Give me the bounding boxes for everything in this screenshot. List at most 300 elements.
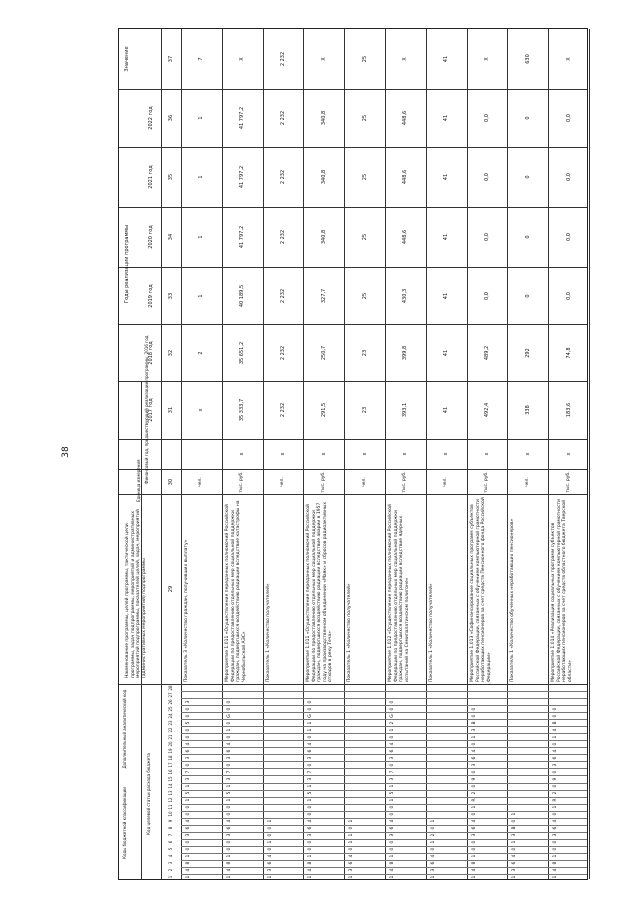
row-code-digit: 1 [308,854,314,858]
row-code-digit: 6 [267,861,273,865]
row-year-value: 35 333,7 [239,398,246,422]
row-code-digit: 0 [553,847,559,851]
row-code-digit: 0 [186,728,191,732]
grid-line-code [181,846,587,847]
row-code-digit: 6 [430,861,436,865]
row-year-value: 41 797,2 [239,106,246,130]
row-code-digit: 1 [553,735,559,739]
row-code-digit: R [471,798,477,802]
row-code-digit: 4 [186,742,191,746]
row-code-digit: 6 [471,756,477,760]
grid-line-code [181,811,587,812]
column-number: 35 [168,173,174,181]
row-code-digit: 8 [308,861,314,865]
row-code-digit: 1 [349,833,355,837]
row-code-digit: 6 [308,826,314,830]
row-code-digit: 6 [471,826,477,830]
row-code-digit: 0 [512,819,518,823]
grid-line-code [181,691,587,692]
row-code-digit: 4 [308,869,314,872]
row-code-digit: 4 [471,869,477,872]
row-total-value: X [565,57,572,61]
row-code-digit: 0 [553,770,559,774]
row-code-digit: 1 [430,819,436,823]
row-year-value: 41 [443,114,450,122]
row-code-digit: 4 [226,742,232,746]
row-code-digit: 4 [471,749,477,753]
row-code-digit: 1 [186,854,191,858]
grid-line-v [507,29,508,879]
row-code-digit: 3 [267,869,273,872]
row-code-digit: 0 [430,826,436,830]
grid-line-v [161,29,162,879]
row-year-value: 41 [443,406,450,414]
row-total-value: 41 [443,55,450,63]
row-code-digit: 4 [553,728,559,732]
row-code-digit: 6 [390,749,395,753]
row-year-value: 448,6 [402,169,409,185]
code-number: 11 [168,804,173,810]
row-code-digit: 4 [308,819,314,823]
row-code-digit: 0 [226,840,232,844]
row-code-digit: 1 [512,812,518,816]
row-year-value: 448,6 [402,110,409,126]
row-code-digit: 1 [226,854,232,858]
row-code-digit: 0 [308,700,314,704]
row-year-value: 2 232 [280,110,286,126]
row-fin-year: x [484,452,490,456]
row-unit: тыс. руб. [565,470,571,493]
row-code-digit: 0 [390,763,395,767]
row-total-value: X [239,57,246,61]
row-code-digit: 1 [267,819,273,823]
row-year-value: 41 797,2 [239,225,246,249]
row-code-digit: 0 [390,735,395,739]
row-code-digit: 4 [186,869,191,872]
row-year-value: 0 [524,293,531,298]
row-year-value: 41 797,2 [239,165,246,189]
row-year-value: 23 [361,349,368,356]
row-year-value: 393,1 [402,402,409,418]
row-fin-year: x [524,452,531,456]
grid-line-h [119,267,587,268]
row-year-value: 41 [443,233,450,241]
row-code-digit: 4 [553,749,559,753]
grid-line-code [181,804,587,805]
row-code-digit: 0 [471,707,477,711]
row-year-value: x [198,408,205,412]
row-code-digit: 3 [186,833,191,837]
row-year-value: 1 [198,235,205,239]
grid-line-v [467,29,468,879]
header-unit: Единица измерения [136,459,141,502]
row-description: Показатель 3 «Количество граждан, получивших выплату» [184,539,189,682]
row-year-value: 41 [443,292,450,299]
row-code-digit: 3 [308,777,314,781]
row-code-digit: 3 [186,700,191,704]
row-code-digit: 3 [186,777,191,781]
row-code-digit: 0 [553,714,559,718]
row-year-value: 40 189,5 [239,284,246,307]
row-code-digit: 5 [390,791,395,795]
row-code-digit: 8 [471,861,477,865]
row-year-value: 25 [361,114,368,122]
row-code-digit: 5 [226,791,232,795]
row-code-digit: 0 [553,840,559,844]
row-fin-year: x [280,452,286,456]
row-code-digit: 4 [553,869,559,872]
row-fin-year: x [320,452,327,456]
row-code-digit: 0 [226,700,232,704]
row-fin-year: x [565,452,572,456]
row-code-digit: 5 [186,791,191,795]
grid-line-code [181,839,587,840]
row-code-digit: 0 [308,707,314,711]
grid-line-h [119,207,587,208]
row-code-digit: 8 [553,861,559,865]
grid-line-code [181,790,587,791]
grid-line-code [181,712,587,713]
column-number: 29 [168,585,174,593]
row-unit: чел. [280,476,285,487]
row-code-digit: 5 [186,721,191,725]
row-code-digit: 0 [390,707,395,711]
row-code-digit: 0 [308,735,314,739]
row-code-digit: 0 [471,812,477,816]
code-number: 28 [168,684,173,691]
row-code-digit: 0 [186,707,191,711]
row-code-digit: 4 [390,742,395,746]
row-total-value: X [402,57,409,61]
row-unit: чел. [361,476,367,487]
header-years-title: Годы реализации программы [124,225,130,303]
row-code-digit: 1 [390,728,395,732]
row-year-value: 1 [198,175,205,179]
row-code-digit: 2 [553,791,559,795]
code-number: 15 [168,776,173,782]
row-code-digit: 0 [226,805,232,809]
row-code-digit: 7 [226,770,232,774]
row-year-value: 0,0 [484,173,490,181]
row-code-digit: 8 [226,861,232,865]
code-number: 7 [168,834,173,837]
row-unit: тыс. руб. [239,470,245,493]
row-code-digit: 0 [471,847,477,851]
row-code-digit: 0 [390,700,395,704]
row-code-digit: 0 [430,847,436,851]
grid-line-v [344,29,345,879]
row-code-digit: 4 [553,819,559,823]
row-code-digit: 6 [186,826,191,830]
row-code-digit: 7 [308,770,314,774]
row-year-value: 0,0 [565,233,572,241]
grid-line-code [181,747,587,748]
row-code-digit: 1 [390,798,395,802]
row-code-digit: 0 [471,742,477,746]
row-code-digit: 2 [390,721,395,725]
column-number: 31 [168,406,174,414]
grid-line-code [181,733,587,734]
row-code-digit: 0 [267,847,273,851]
grid-line-code [181,719,587,720]
row-code-digit: G [390,713,395,718]
grid-line-code [181,775,587,776]
header-value: Значение [124,46,130,72]
code-number: 10 [168,811,173,817]
row-code-digit: 7 [186,770,191,774]
row-code-digit: 0 [471,770,477,774]
row-code-digit: 1 [512,840,518,844]
program-table [118,28,588,880]
row-code-digit: 0 [186,714,191,718]
row-description: Показатель 1 «Количество получателей» [347,583,353,682]
row-code-digit: 4 [267,854,273,858]
row-code-digit: 0 [226,721,232,725]
row-code-digit: 3 [390,777,395,781]
row-code-digit: 3 [512,869,518,872]
row-code-digit: 8 [186,861,191,865]
row-total-value: 7 [198,57,205,61]
row-code-digit: 0 [267,826,273,830]
row-year-value: 0 [524,116,531,120]
row-code-digit: 3 [390,833,395,837]
row-unit: чел. [524,476,530,487]
row-code-digit: 3 [430,869,436,872]
column-number: 34 [168,233,174,241]
row-year-value: 2 232 [280,402,286,418]
row-fin-year: x [402,452,409,456]
row-year-value: 338 [524,405,531,415]
code-number: 18 [168,755,173,761]
code-number: 5 [168,848,173,851]
row-year-value: 327,7 [320,288,327,303]
grid-line-code [181,825,587,826]
row-year-value: 0 [524,235,531,239]
row-code-digit: 0 [226,763,232,767]
row-total-value: 2 232 [280,51,286,67]
row-code-digit: 1 [553,854,559,858]
grid-line-code [181,860,587,861]
row-code-digit: 3 [512,833,518,837]
grid-line-code [181,783,587,784]
row-code-digit: 1 [553,876,559,879]
row-code-digit: 3 [471,728,477,732]
row-total-value: 25 [361,55,368,63]
row-code-digit: 0 [349,847,355,851]
code-number: 14 [168,783,173,789]
row-code-digit: 1 [186,876,191,879]
header-year: 2022 год [148,106,154,130]
row-code-digit: 1 [430,840,436,844]
row-unit: тыс. руб. [402,470,408,493]
row-code-digit: 1 [430,876,436,879]
row-code-digit: 1 [226,876,232,879]
row-code-digit: 0 [226,735,232,739]
header-budget-article: Код целевой статьи расхода бюджета [146,753,151,835]
row-code-digit: 0 [471,784,477,788]
row-year-value: 2 [198,350,205,355]
row-year-value: 0 [524,175,531,179]
code-number: 12 [168,797,173,803]
row-code-digit: 4 [226,819,232,823]
row-code-digit: 1 [471,876,477,879]
grid-line-v [303,29,304,879]
grid-line-code [181,797,587,798]
row-code-digit: 0 [512,847,518,851]
code-number: 24 [168,713,173,719]
row-unit: чел. [443,476,449,487]
row-code-digit: 1 [390,854,395,858]
row-total-value: X [484,57,490,61]
row-unit: чел. [198,476,204,487]
row-code-digit: В [471,721,477,725]
header-year: 2019 год [148,283,154,308]
code-number: 2 [168,869,173,872]
header-year: 2021 год [148,165,154,189]
row-year-value: 0,0 [484,114,490,122]
row-code-digit: 4 [390,869,395,872]
column-number: 36 [168,114,174,122]
row-year-value: 0,0 [565,291,572,300]
row-year-value: 489,2 [484,345,490,360]
row-code-digit: 1 [308,876,314,879]
row-code-digit: 6 [308,749,314,753]
row-year-value: 0,0 [565,173,572,181]
code-number: 22 [168,727,173,733]
code-number: 6 [168,841,173,844]
row-code-digit: 1 [471,735,477,739]
row-description: Мероприятие 1.011 «Осуществление переданных полномочий Российской Федерации по предоставлению отдельных мер социальной поддержки граждан, подвергшихся воздействию радиации вследствие аварии в 1957 году на производственном объединении «Маяк» и сбросов радиоактивных отходов в реку Теча» [306,501,334,682]
row-code-digit: 3 [471,833,477,837]
row-year-value: 41 [443,349,450,356]
grid-line-v [426,29,427,879]
row-year-value: 430,3 [402,288,409,303]
row-code-digit: 0 [308,763,314,767]
row-code-digit: 1 [471,805,477,809]
row-code-digit: 1 [226,728,232,732]
row-code-digit: 0 [226,707,232,711]
row-total-value: X [320,57,327,61]
row-code-digit: 0 [186,840,191,844]
row-code-digit: 0 [390,805,395,809]
row-description: Показатель 1 «Количество получателей» [428,583,434,682]
row-year-value: 2 232 [280,229,286,245]
row-code-digit: 9 [471,777,477,781]
row-code-digit: 1 [186,784,191,788]
row-description: Показатель 1 «Количество получателей» [265,583,271,682]
row-code-digit: G [308,713,314,718]
row-fin-year: x [361,452,368,456]
row-total-value: 630 [524,54,531,64]
row-code-digit: 6 [349,861,355,865]
code-number: 25 [168,706,173,712]
row-year-value: 250,7 [320,345,327,360]
row-code-digit: 6 [390,826,395,830]
row-year-value: 25 [361,233,368,241]
code-number: 26 [168,699,173,705]
row-code-digit: 1 [553,805,559,809]
row-year-value: 41 [443,173,450,181]
row-code-digit: 3 [349,869,355,872]
row-code-digit: 4 [186,819,191,823]
row-code-digit: 1 [308,721,314,725]
row-year-value: 2 232 [280,169,286,185]
code-number: 1 [168,876,173,879]
row-code-digit: 1 [267,876,273,879]
row-year-value: 23 [361,406,368,414]
column-number: 33 [168,292,174,299]
row-code-digit: 3 [553,833,559,837]
row-code-digit: 0 [308,847,314,851]
row-code-digit: 3 [553,763,559,767]
row-code-digit: 6 [226,749,232,753]
row-code-digit: 1 [512,876,518,879]
row-code-digit: 1 [308,728,314,732]
row-year-value: 340,8 [320,229,327,245]
row-code-digit: 0 [308,805,314,809]
row-code-digit: 6 [186,749,191,753]
grid-line-code [181,832,587,833]
row-code-digit: 0 [349,826,355,830]
page-number: 38 [61,446,71,458]
row-year-value: 492,4 [484,402,490,418]
header-fin-year: Финансовый год, предшествующий реализации программы, 2016 год [144,335,149,484]
grid-line-v [263,29,264,879]
row-description: Мероприятие 1.012 «Осуществление переданных полномочий Российской Федерации по предоставлению отдельных мер социальной поддержки граждан, подвергшихся воздействию радиации вследствие ядерных испытаний на Семипалатинском полигоне» [388,504,410,682]
row-code-digit: 6 [553,756,559,760]
row-code-digit: 0 [553,812,559,816]
row-code-digit: 4 [512,854,518,858]
row-code-digit: 9 [553,777,559,781]
code-number: 21 [168,734,173,740]
row-code-digit: 0 [186,847,191,851]
row-code-digit: 1 [308,798,314,802]
grid-line-v [222,29,223,879]
grid-line-v [548,29,549,879]
row-description: Мероприятие 1.013 «Софинансирование социальных программ субъектов Российской Федерации, связанных с обучением компьютерной грамотности неработающих пенсионеров за счет средств Пенсионного фонда Российской Федерации» [469,497,492,682]
header-classifiers: Коды бюджетной классификации [122,786,127,859]
row-code-digit: 8 [390,861,395,865]
row-code-digit: R [553,798,559,802]
row-code-digit: 3 [308,756,314,760]
row-code-digit: 0 [390,840,395,844]
row-code-digit: 3 [308,833,314,837]
row-year-value: 448,6 [402,229,409,245]
row-year-value: 1 [198,293,205,298]
row-code-digit: 0 [553,707,559,711]
row-code-digit: 4 [471,819,477,823]
row-code-digit: 0 [471,714,477,718]
row-code-digit: 6 [553,826,559,830]
row-code-digit: 0 [471,840,477,844]
row-code-digit: 3 [226,756,232,760]
grid-line-code [181,740,587,741]
grid-line-v [589,29,590,879]
row-code-digit: 1 [267,840,273,844]
row-year-value: 2 232 [280,288,286,303]
header-analytic-code: Дополнительный аналитический код [122,689,127,769]
row-year-value: 340,8 [320,110,327,126]
code-number: 19 [168,748,173,754]
row-code-digit: 1 [226,798,232,802]
row-code-digit: G [226,713,232,718]
code-number: 20 [168,741,173,747]
grid-line-code [181,726,587,727]
row-code-digit: 1 [186,798,191,802]
row-code-digit: 3 [226,833,232,837]
row-code-digit: 4 [349,854,355,858]
code-number: 13 [168,790,173,796]
